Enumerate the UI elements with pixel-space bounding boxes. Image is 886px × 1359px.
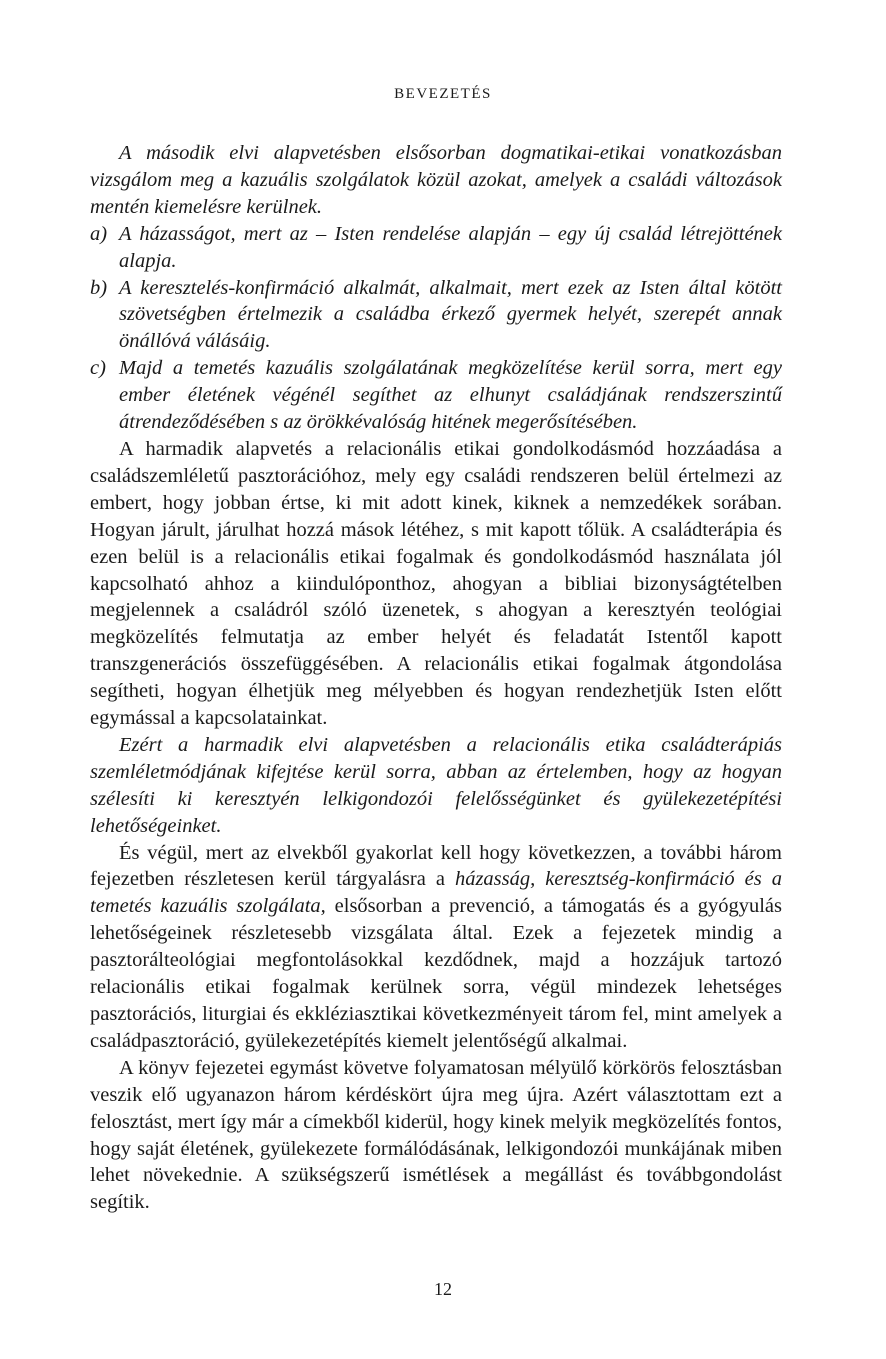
paragraph-book-structure: A könyv fejezetei egymást követve folyamatosan mélyülő körkörös felosztásban veszik elő ugyanazon három kérdéskört újra meg újra. Azért választottam ezt a felosztást, mert így már a címekből kiderül, hogy kinek melyik megközelítés fontos, hogy saját életének, gyülekezete formálódásának, lelkigondozói munkájának miben lehet növekednie. A szükségszerű ismétlések a megállást és továbbgondolást segítik. [90,1056,782,1214]
running-head: BEVEZETÉS [394,86,492,102]
service-list [90,221,782,436]
list-marker: c) [90,357,106,380]
list-item [90,355,782,436]
emphasis-run: házasság, keresztség-konfirmáció és a temetés kazuális szolgálata, [90,868,782,918]
list-item [90,275,782,356]
text-run: És végül, mert az elvekből gyakorlat kell hogy következzen, a további három fejezetben részletesen kerül tárgyalásra a [90,841,782,891]
paragraph-relational-ethics: A harmadik alapvetés a relacionális etikai gondolkodásmód hozzáadása a családszemléletű pasztorációhoz, mely egy családi rendszeren belül értelmezi az embert, hogy jobban értse, ki mit adott kinek, kiknek a nemzedékek sorában. Hogyan járult, járulhat hozzá mások létéhez, s mit kapott tőlük. A családterápia és ezen belül is a relacionális etikai fogalmak és gondolkodásmód használata jól kapcsolható ahhoz a kiindulóponthoz, ahogyan a bibliai bizonyságtételben megjelennek a családról szóló üzenetek, s ahogyan a keresztyén teológiai megközelítés felmutatja az ember helyét és feladatát Istentől kapott transzgenerációs összefüggésében. A relacionális etikai fogalmak átgondolása segítheti, hogyan élhetjük meg mélyebben és hogyan rendezhetjük Isten előtt egymással a kapcsolatainkat. [90,437,782,730]
paragraph-chapters-overview [90,840,782,1055]
paragraph-intro: A második elvi alapvetésben elsősorban dogmatikai-etikai vonatkozásban vizsgálom meg a kazuális szolgálatok közül azokat, amelyek a családi változások mentén kiemelésre kerülnek. [90,142,782,218]
list-item-text: Majd a temetés kazuális szolgálatának megközelítése kerül sorra, mert egy ember életének végénél segíthet az elhunyt családjának rendszerszintű átrendeződésében s az örökkévalóság hitének megerősítésében. [119,357,782,434]
list-item-text: A keresztelés-konfirmáció alkalmát, alkalmait, mert ezek az Isten által kötött szövetségben értelmezik a családba érkező gyermek helyét, szerepét annak önállóvá válásáig. [119,276,782,353]
list-item-text: A házasságot, mert az – Isten rendelése alapján – egy új család létrejöttének alapja. [119,222,782,272]
page-number: 12 [434,1279,452,1299]
list-marker: a) [90,222,108,245]
text-run: elsősorban a prevenció, a támogatás és a gyógyulás lehetőségeinek részletesebb vizsgálata által. Ezek a fejezetek mindig a pasztorálteológiai megfontolásokkal kezdődnek, majd a hozzájuk tartozó relacionális etikai fogalmak kerülnek sorra, végül mindezek lehetséges pasztorációs, liturgiai és ekkléziasztikai következményeit tárom fel, mint amelyek a családpasztoráció, gyülekezetépítés kiemelt jelentőségű alkalmai. [90,895,782,1052]
list-marker: b) [90,276,108,299]
list-item [90,221,782,275]
body-text [90,140,782,1216]
paragraph-third-principle: Ezért a harmadik elvi alapvetésben a relacionális etika családterápiás szemléletmódjának kifejtése kerül sorra, abban az értelemben, hogy az hogyan szélesíti ki keresztyén lelkigondozói felelősségünket és gyülekezetépítési lehetőségeinket. [90,733,782,837]
